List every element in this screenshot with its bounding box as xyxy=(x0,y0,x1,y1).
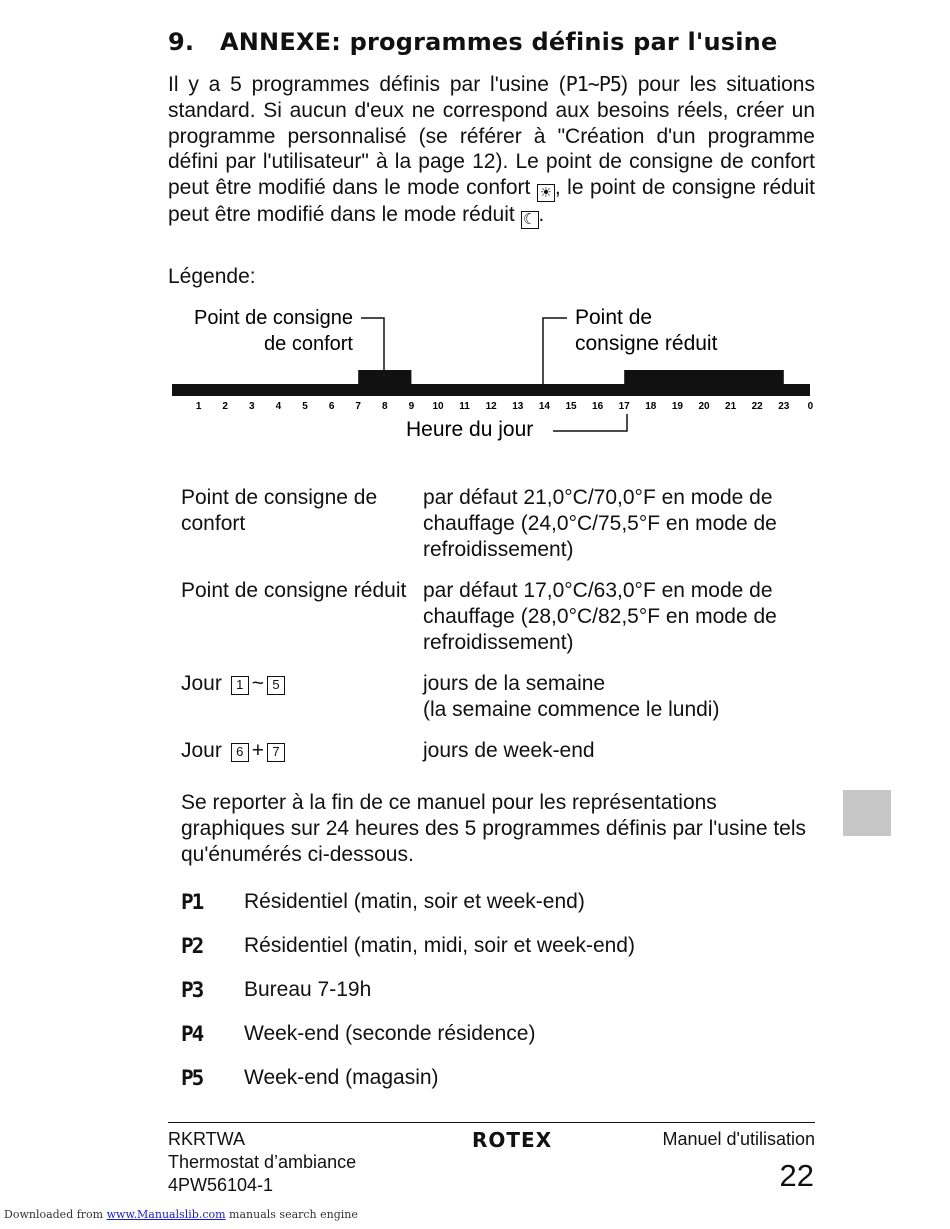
section-title: ANNEXE: programmes définis par l'usine xyxy=(220,28,778,56)
definition-term: Point de consigne réduit xyxy=(181,579,407,602)
intro-text-4: . xyxy=(538,203,545,227)
hour-tick-label: 7 xyxy=(355,401,361,412)
day-box: 7 xyxy=(267,743,285,762)
intro-text-3: , le point de consigne réduit peut être modifié dans le mode réduit xyxy=(168,176,815,227)
reduced-annotation-leader xyxy=(543,318,567,384)
definition-term xyxy=(181,738,423,764)
definition-term: Point de consigne de confort xyxy=(181,486,378,535)
brand-logo: ROTEX xyxy=(472,1128,553,1152)
x-axis-label: Heure du jour xyxy=(406,418,534,441)
hour-tick-label: 9 xyxy=(408,401,415,412)
graphs-note-paragraph: Se reporter à la fin de ce manuel pour les représentations graphiques sur 24 heures des 5 programmes définis par l'usine tels qu'énumérés ci-dessous. xyxy=(181,791,807,866)
hour-tick-label: 8 xyxy=(382,401,388,412)
program-list xyxy=(181,880,635,1100)
definition-desc: par défaut 21,0°C/70,0°F en mode de chauffage (24,0°C/75,5°F en mode de refroidissement) xyxy=(423,486,777,561)
hour-tick-label: 4 xyxy=(275,401,282,412)
hour-tick-label: 17 xyxy=(618,401,630,412)
program-label: Résidentiel (matin, midi, soir et week-end) xyxy=(244,934,635,957)
hour-tick-label: 16 xyxy=(592,401,604,412)
definition-row xyxy=(181,485,821,563)
program-code: P1 xyxy=(181,890,203,914)
list-item xyxy=(181,1012,635,1056)
program-code: P3 xyxy=(181,978,203,1002)
comfort-block-2 xyxy=(624,370,784,396)
program-code: P5 xyxy=(181,1066,203,1090)
program-code: P4 xyxy=(181,1022,203,1046)
footer-manual: Manuel d'utilisation xyxy=(662,1129,815,1149)
program-range-code: P1~P5 xyxy=(565,72,621,96)
section-number: 9. xyxy=(168,28,195,56)
hour-tick-label: 22 xyxy=(751,401,763,412)
hour-tick-label: 18 xyxy=(645,401,657,412)
intro-text-2: ) pour les situations standard. Si aucun d'eux ne correspond aux besoins réels, créer un programme personnalisé (se référer à "Création d'un programme défini par l'utilisateur" à la page 12). Le point de consigne de confort peut être modifié dans le mode confort xyxy=(168,73,815,200)
desc-line: jours de la semaine xyxy=(423,672,606,695)
comfort-annotation-line2: de confort xyxy=(264,333,353,355)
day-prefix: Jour xyxy=(181,739,222,762)
definition-term xyxy=(181,671,423,723)
hour-tick-label: 13 xyxy=(512,401,524,412)
day-box: 6 xyxy=(231,743,249,762)
definition-desc: jours de week-end xyxy=(423,739,595,762)
hour-tick-label: 10 xyxy=(432,401,444,412)
footer-code: 4PW56104-1 xyxy=(168,1175,274,1195)
hour-tick-label: 14 xyxy=(538,401,550,412)
legend-label: Légende: xyxy=(168,265,256,288)
hour-tick-label: 19 xyxy=(671,401,683,412)
day-separator: + xyxy=(251,739,264,762)
download-banner xyxy=(4,1208,358,1221)
hour-tick-label: 11 xyxy=(459,401,470,412)
hour-tick-label: 2 xyxy=(222,401,228,412)
reduced-annotation-line1: Point de xyxy=(575,306,653,329)
list-item xyxy=(181,924,635,968)
comfort-block-1 xyxy=(358,370,411,396)
definition-row xyxy=(181,671,821,723)
program-label: Résidentiel (matin, soir et week-end) xyxy=(244,890,585,913)
hour-tick-label: 12 xyxy=(485,401,497,412)
day-separator: ~ xyxy=(251,672,264,695)
definition-desc xyxy=(423,671,821,723)
page-number: 22 xyxy=(779,1158,814,1193)
list-item xyxy=(181,968,635,1012)
footer-product: Thermostat d’ambiance xyxy=(168,1152,357,1172)
reduced-annotation-line2: consigne réduit xyxy=(575,332,718,355)
day-prefix: Jour xyxy=(181,672,222,695)
download-suffix: manuals search engine xyxy=(225,1208,358,1221)
list-item xyxy=(181,880,635,924)
program-label: Bureau 7-19h xyxy=(244,978,372,1001)
definitions-table xyxy=(181,485,821,779)
list-item xyxy=(181,1056,635,1100)
hour-tick-label: 23 xyxy=(778,401,790,412)
footer-divider xyxy=(168,1122,815,1123)
hour-tick-label: 0 xyxy=(807,401,814,412)
definition-row xyxy=(181,738,821,764)
timeline-chart xyxy=(0,0,950,460)
desc-line: (la semaine commence le lundi) xyxy=(423,698,720,721)
day-box: 5 xyxy=(267,676,285,695)
chapter-side-tab xyxy=(843,790,891,836)
hour-tick-label: 15 xyxy=(565,401,577,412)
footer-model: RKRTWA xyxy=(168,1129,246,1149)
intro-text-1: Il y a 5 programmes définis par l'usine ( xyxy=(168,73,566,96)
hour-tick-label: 20 xyxy=(698,401,710,412)
hour-tick-label: 21 xyxy=(725,401,737,412)
footer-left xyxy=(168,1128,356,1197)
program-label: Week-end (magasin) xyxy=(244,1066,439,1089)
program-label: Week-end (seconde résidence) xyxy=(244,1022,536,1045)
x-axis-label-leader xyxy=(553,414,627,431)
definition-row xyxy=(181,578,821,656)
hour-tick-label: 6 xyxy=(328,401,335,412)
day-box: 1 xyxy=(231,676,249,695)
manualslib-link[interactable]: www.Manualslib.com xyxy=(106,1208,226,1221)
hour-tick-label: 1 xyxy=(195,401,202,412)
definition-desc: par défaut 17,0°C/63,0°F en mode de chauffage (28,0°C/82,5°F en mode de refroidissement) xyxy=(423,579,777,654)
hour-tick-label: 5 xyxy=(302,401,308,412)
comfort-annotation-line1: Point de consigne xyxy=(193,307,353,329)
program-code: P2 xyxy=(181,934,203,958)
download-prefix: Downloaded from xyxy=(4,1208,107,1221)
hour-tick-label: 3 xyxy=(249,401,255,412)
comfort-annotation-leader xyxy=(361,318,384,370)
